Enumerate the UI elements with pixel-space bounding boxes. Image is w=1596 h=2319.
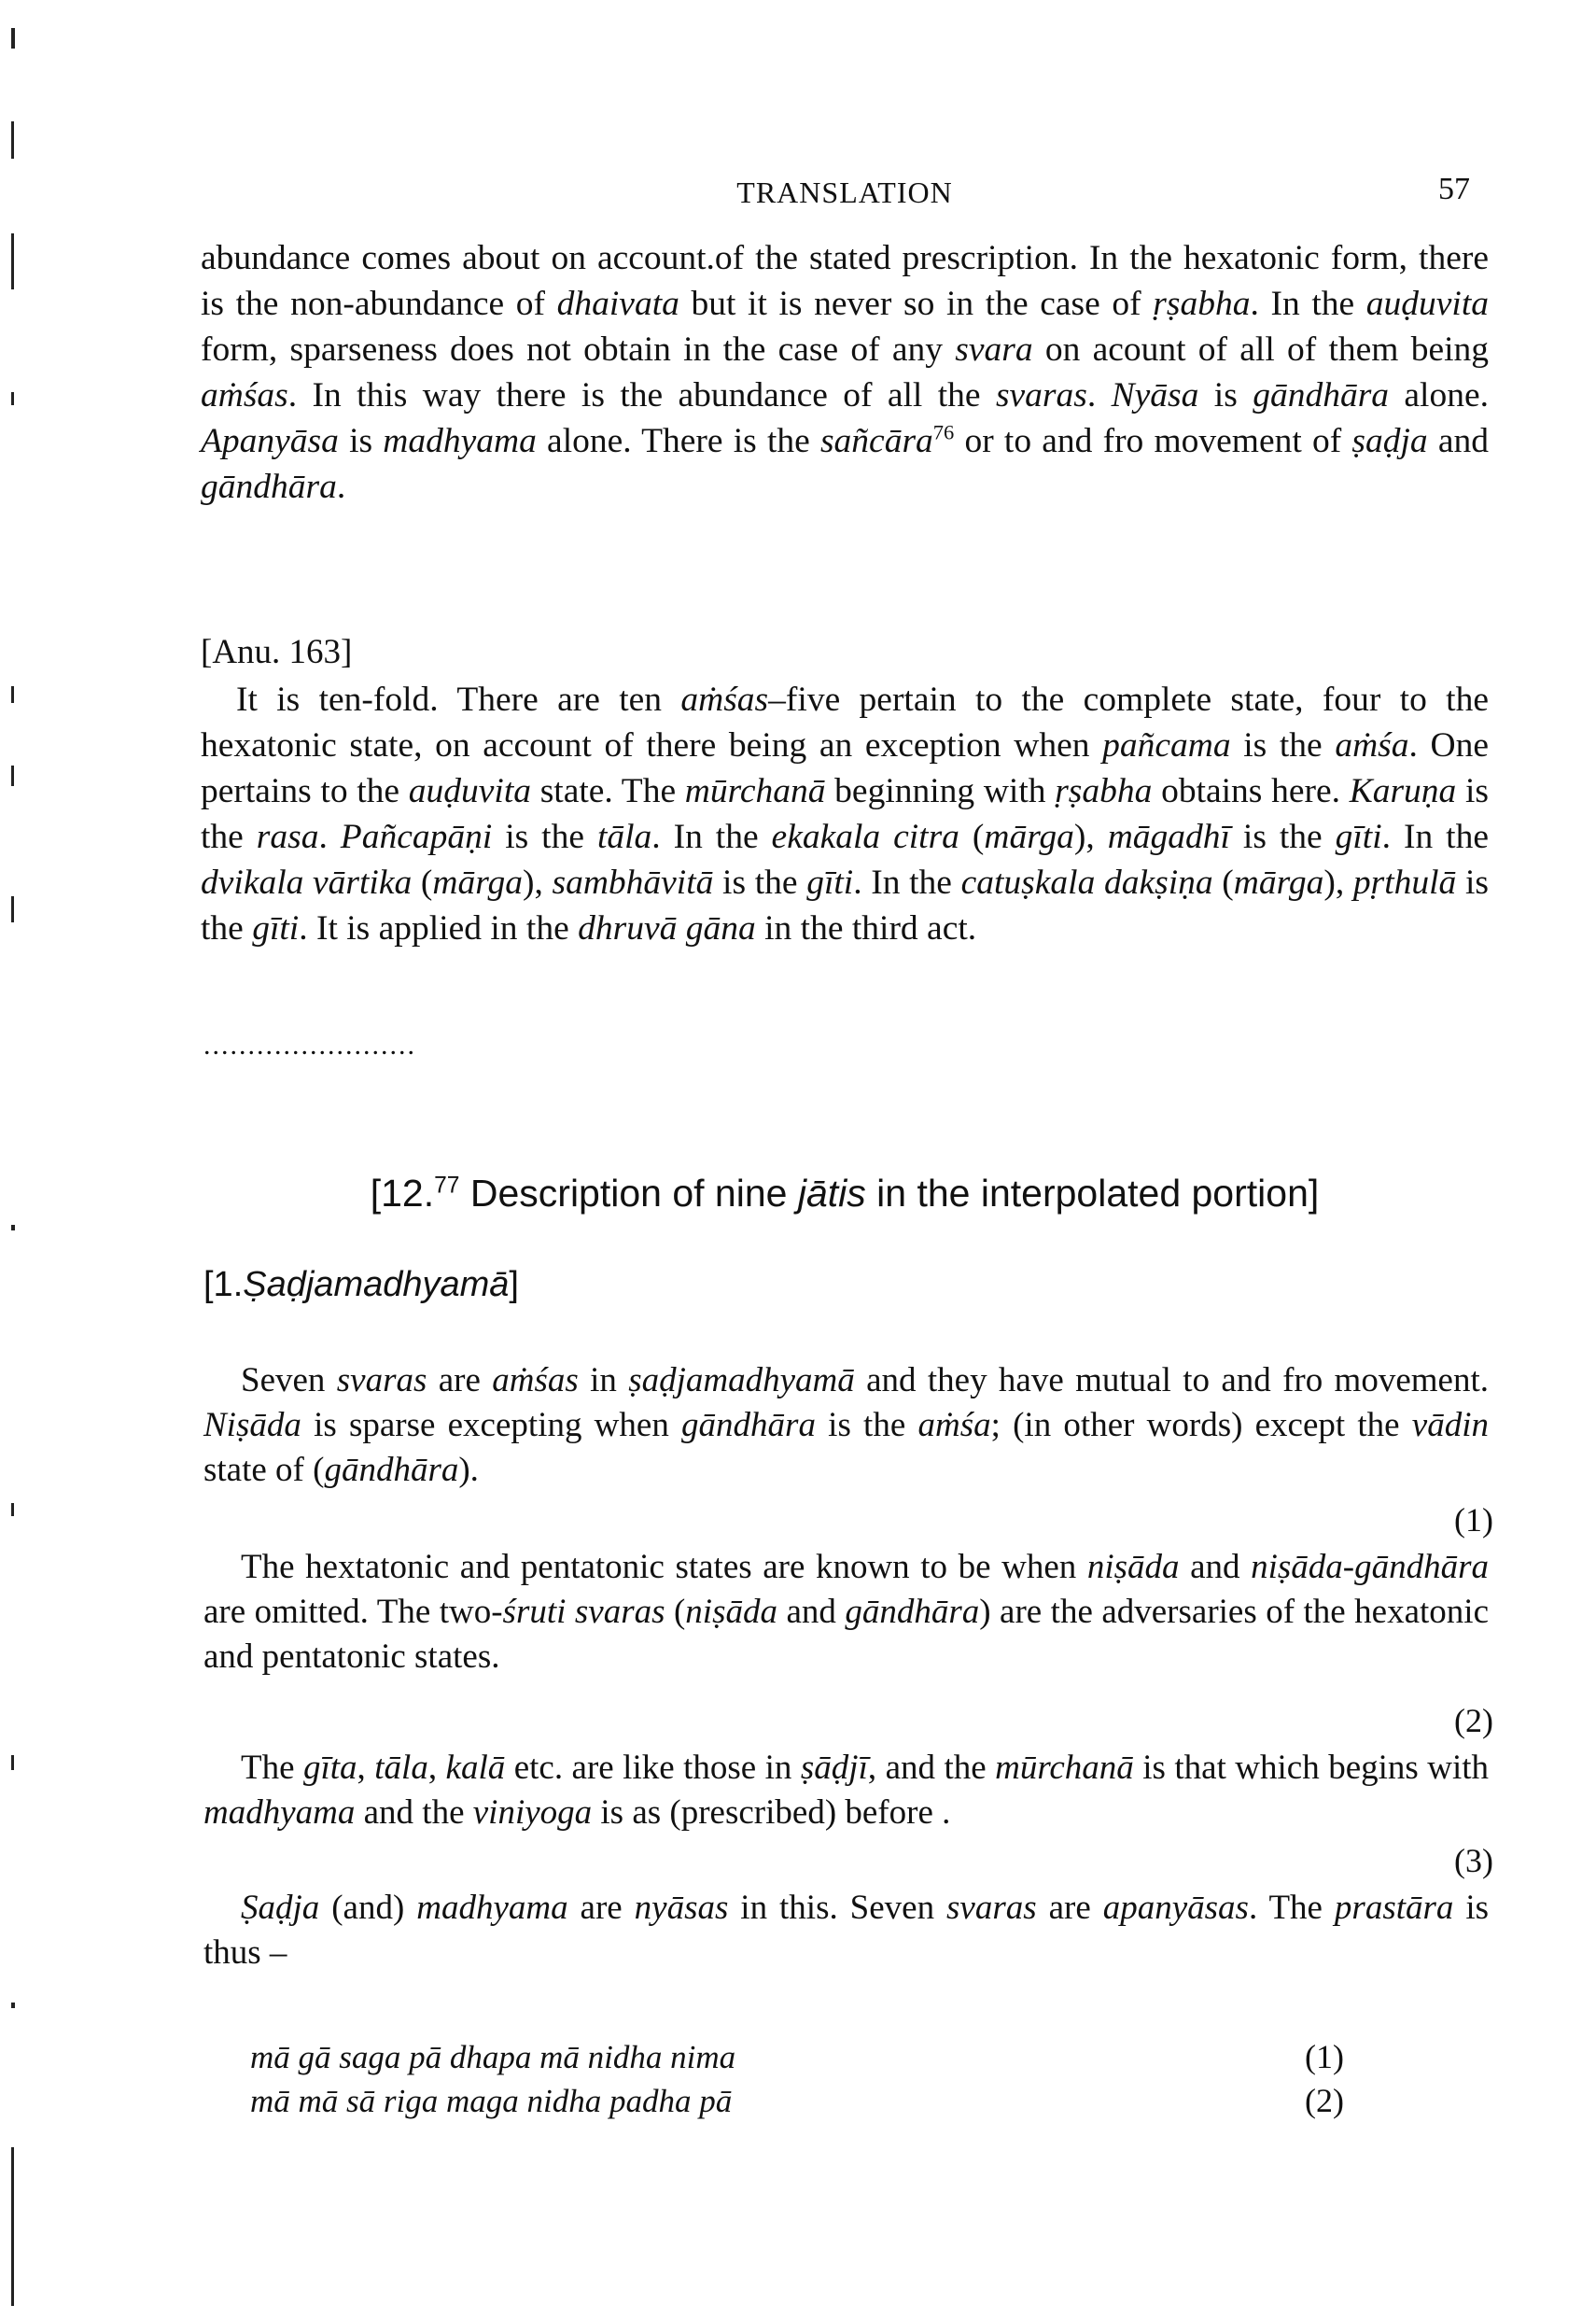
italic-term: nyāsas xyxy=(634,1889,729,1927)
verse-4 xyxy=(203,1886,1489,1975)
italic-term: dvikala vārtika xyxy=(201,864,413,902)
scan-margin-mark xyxy=(11,896,14,922)
text-run: ( xyxy=(412,864,433,902)
paragraph-abundance xyxy=(201,235,1489,510)
text-run: and xyxy=(1179,1548,1252,1586)
italic-term: niṣāda xyxy=(685,1593,777,1631)
text-run: Seven xyxy=(241,1361,337,1399)
text-run: is the xyxy=(1230,726,1336,765)
text-run: Description of nine xyxy=(459,1172,798,1215)
italic-term: sambhāvitā xyxy=(552,864,714,902)
italic-term: aṁśas xyxy=(492,1361,579,1399)
text-run: state. The xyxy=(531,772,685,810)
text-run: ( xyxy=(665,1593,686,1631)
italic-term: aṁśas xyxy=(201,376,288,415)
prastara-notes: mā gā saga pā dhapa mā nidha nima xyxy=(250,2039,736,2075)
text-run: etc. are like those in xyxy=(505,1749,801,1787)
text-run: –five pertain to the complete state, four to the hexatonic state, on account of there being an exception when xyxy=(201,681,1489,765)
text-run: on acount of all of them being xyxy=(1032,330,1490,369)
text-run: . In the xyxy=(651,818,772,856)
text-run: are xyxy=(567,1889,635,1927)
italic-term: auḍuvita xyxy=(1365,285,1489,323)
text-run: in this. Seven xyxy=(728,1889,947,1927)
italic-term: ekakala citra xyxy=(771,818,959,856)
italic-term: rasa xyxy=(256,818,319,856)
page-header xyxy=(201,172,1489,217)
text-run: is the xyxy=(201,772,1489,856)
text-run: [1. xyxy=(203,1265,244,1304)
prastara-number: (2) xyxy=(1305,2082,1344,2119)
text-run: or to and fro movement of xyxy=(954,422,1352,460)
italic-term: niṣāda xyxy=(1086,1548,1180,1586)
paragraph-text xyxy=(201,235,1489,510)
scan-margin-mark xyxy=(11,1503,14,1516)
text-run: are omitted. The two- xyxy=(203,1593,503,1631)
text-run: are xyxy=(427,1361,493,1399)
italic-term: dhaivata xyxy=(556,285,679,323)
text-run: and xyxy=(1427,422,1490,460)
italic-term: ṣaḍjamadhyamā xyxy=(628,1361,855,1399)
verse-text xyxy=(203,1358,1489,1493)
italic-term: Pañcapāṇi xyxy=(340,818,493,856)
italic-term: gāndhāra xyxy=(201,468,337,506)
text-run: . One pertains to the xyxy=(201,726,1489,810)
italic-term: svaras xyxy=(995,376,1087,415)
text-run: ] xyxy=(509,1265,519,1304)
verse-text xyxy=(203,1746,1489,1835)
verse-1 xyxy=(203,1358,1489,1493)
italic-term: gīti xyxy=(252,909,300,948)
text-run: alone. xyxy=(1389,376,1490,415)
text-run: is that which begins with xyxy=(1133,1749,1490,1787)
text-run: . xyxy=(1086,376,1112,415)
scan-margin-mark xyxy=(11,2147,14,2306)
italic-term: ṛṣabha xyxy=(1055,772,1153,810)
text-run: and they have mutual to and fro movement. xyxy=(854,1361,1489,1399)
italic-term: madhyama xyxy=(203,1793,356,1832)
verse-text xyxy=(203,1886,1489,1975)
italic-term: jātis xyxy=(797,1172,866,1215)
text-run: is sparse excepting when xyxy=(301,1406,682,1444)
text-run: ( xyxy=(959,818,985,856)
text-run: is as (prescribed) before . xyxy=(592,1793,951,1832)
italic-term: Ṣaḍjamadhyamā xyxy=(243,1265,510,1304)
italic-term: gāndhāra xyxy=(1253,376,1390,415)
text-run: is the xyxy=(713,864,807,902)
scan-margin-mark xyxy=(11,766,14,786)
italic-term: Niṣāda xyxy=(203,1406,301,1444)
italic-term: madhyama xyxy=(383,422,537,460)
prastara-number: (1) xyxy=(1305,2038,1344,2075)
text-run: (and) xyxy=(319,1889,417,1927)
italic-term: gāndhāra xyxy=(845,1593,980,1631)
italic-term: ṛṣabha xyxy=(1153,285,1251,323)
separator-dots: ........................ xyxy=(203,1030,416,1061)
running-title: TRANSLATION xyxy=(736,176,953,209)
italic-term: madhyama xyxy=(416,1889,568,1927)
text-run: abundance comes about on account.of the stated prescription. In the hexatonic form, there is the non-abundance of xyxy=(201,239,1489,323)
italic-term: sañcāra xyxy=(819,422,933,460)
text-run: The xyxy=(241,1749,303,1787)
italic-term: pṛthulā xyxy=(1352,864,1457,902)
italic-term: mārga xyxy=(432,864,523,902)
text-run: form, sparseness does not obtain in the case of any xyxy=(201,330,956,369)
text-run: , and the xyxy=(867,1749,996,1787)
prastara-notes: mā mā sā riga maga nidha padha pā xyxy=(250,2083,733,2119)
scan-margin-mark xyxy=(11,2003,15,2008)
italic-term: auḍuvita xyxy=(408,772,531,810)
italic-term: kalā xyxy=(445,1749,506,1787)
verse-number: (3) xyxy=(1454,1842,1493,1879)
paragraph-text xyxy=(201,677,1489,951)
italic-term: ṣaḍja xyxy=(1351,422,1428,460)
footnote-ref: 77 xyxy=(434,1173,460,1199)
verse-3 xyxy=(203,1746,1489,1835)
text-run: ), xyxy=(1073,818,1108,856)
page-number: 57 xyxy=(1438,172,1470,206)
text-run: state of ( xyxy=(203,1451,325,1489)
text-run: is thus – xyxy=(203,1889,1490,1972)
text-run: is the xyxy=(1229,818,1336,856)
italic-term: tāla xyxy=(374,1749,428,1787)
anu-reference: [Anu. 163] xyxy=(201,633,353,671)
italic-term: svaras xyxy=(946,1889,1037,1927)
text-run: ) are the adversaries of the hexatonic and pentatonic states. xyxy=(203,1593,1489,1676)
scan-margin-mark xyxy=(11,1755,14,1770)
text-run: obtains here. xyxy=(1152,772,1350,810)
italic-term: mūrchanā xyxy=(995,1749,1134,1787)
text-run: is the xyxy=(492,818,597,856)
section-title xyxy=(201,1172,1489,1216)
italic-term: mārga xyxy=(1233,864,1324,902)
italic-term: gīti xyxy=(806,864,854,902)
verse-number: (2) xyxy=(1454,1702,1493,1739)
text-run: . In this way there is the abundance of all the xyxy=(287,376,996,415)
text-run: ), xyxy=(1323,864,1353,902)
text-run: ; (in other words) except the xyxy=(990,1406,1412,1444)
italic-term: svaras xyxy=(336,1361,427,1399)
scan-margin-mark xyxy=(11,233,14,289)
prastara-line xyxy=(250,2079,1370,2123)
text-run: in the third act. xyxy=(755,909,977,948)
italic-term: catuṣkala dakṣiṇa xyxy=(960,864,1213,902)
text-run: is xyxy=(338,422,384,460)
text-run: [12. xyxy=(370,1172,435,1215)
italic-term: niṣāda-gāndhāra xyxy=(1251,1548,1489,1586)
text-run: , xyxy=(357,1749,375,1787)
verse-number: (1) xyxy=(1454,1501,1493,1539)
italic-term: mūrchanā xyxy=(684,772,826,810)
italic-term: aṁśa xyxy=(1335,726,1409,765)
verse-2 xyxy=(203,1545,1489,1680)
text-run: . In the xyxy=(1381,818,1489,856)
italic-term: gīti xyxy=(1335,818,1382,856)
paragraph-ten-fold xyxy=(201,677,1489,951)
text-run: , xyxy=(427,1749,446,1787)
italic-term: ṣāḍjī xyxy=(800,1749,868,1787)
italic-term: gāndhāra xyxy=(324,1451,459,1489)
prastara-line xyxy=(250,2035,1370,2079)
italic-term: Apanyāsa xyxy=(201,422,339,460)
italic-term: aṁśas xyxy=(680,681,769,719)
text-run: alone. There is the xyxy=(536,422,820,460)
italic-term: gīta xyxy=(302,1749,357,1787)
italic-term: prastāra xyxy=(1334,1889,1454,1927)
italic-term: dhruvā gāna xyxy=(578,909,756,948)
text-run: The hextatonic and pentatonic states are known to be when xyxy=(241,1548,1087,1586)
text-run: and xyxy=(777,1593,846,1631)
text-run: . It is applied in the xyxy=(299,909,579,948)
italic-term: viniyoga xyxy=(472,1793,593,1832)
scan-margin-mark xyxy=(11,28,15,49)
footnote-ref: 76 xyxy=(932,420,955,444)
text-run: . xyxy=(336,468,346,506)
italic-term: apanyāsas xyxy=(1102,1889,1249,1927)
italic-term: tāla xyxy=(596,818,652,856)
italic-term: śruti svaras xyxy=(502,1593,665,1631)
italic-term: vādin xyxy=(1411,1406,1489,1444)
italic-term: mārga xyxy=(984,818,1074,856)
italic-term: svara xyxy=(955,330,1033,369)
text-run: are xyxy=(1036,1889,1103,1927)
italic-term: māgadhī xyxy=(1107,818,1230,856)
text-run: is xyxy=(1198,376,1253,415)
text-run: and the xyxy=(355,1793,473,1832)
verse-text xyxy=(203,1545,1489,1680)
text-run: beginning with xyxy=(825,772,1056,810)
text-run: in xyxy=(578,1361,629,1399)
text-run: . xyxy=(318,818,341,856)
italic-term: aṁśa xyxy=(917,1406,991,1444)
text-run: in the interpolated portion] xyxy=(865,1172,1320,1215)
subsection-title xyxy=(203,1265,519,1305)
italic-term: Ṣaḍja xyxy=(241,1889,320,1927)
scan-margin-mark xyxy=(11,392,14,405)
scan-margin-mark xyxy=(11,686,14,703)
text-run: but it is never so in the case of xyxy=(679,285,1154,323)
text-run: It is ten-fold. There are ten xyxy=(236,681,681,719)
italic-term: gāndhāra xyxy=(681,1406,816,1444)
text-run: is the xyxy=(201,864,1489,948)
text-run: ), xyxy=(522,864,553,902)
text-run: is the xyxy=(815,1406,918,1444)
italic-term: Nyāsa xyxy=(1111,376,1199,415)
scan-margin-mark xyxy=(11,121,14,159)
text-run: . In the xyxy=(853,864,961,902)
text-run: . In the xyxy=(1250,285,1366,323)
italic-term: Karuṇa xyxy=(1349,772,1457,810)
text-run: ( xyxy=(1212,864,1234,902)
text-run: . The xyxy=(1248,1889,1335,1927)
italic-term: pañcama xyxy=(1102,726,1231,765)
scan-margin-mark xyxy=(11,1225,15,1230)
text-run: ). xyxy=(458,1451,479,1489)
